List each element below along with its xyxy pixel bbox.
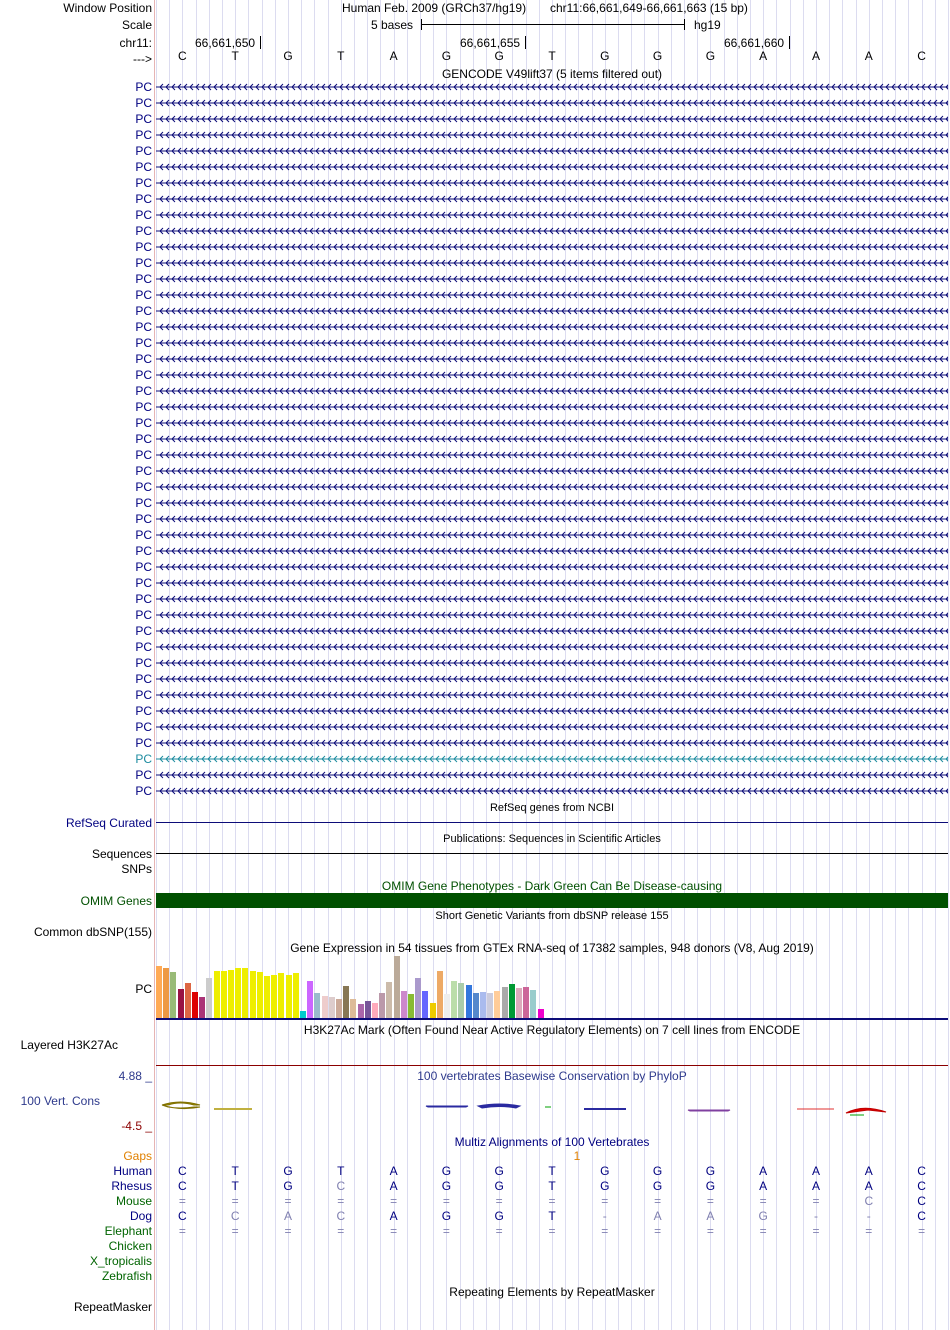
assembly-name: Human Feb. 2009 (GRCh37/hg19) [342, 1, 527, 15]
alignment-base: = [495, 1224, 503, 1238]
scale-bar [421, 24, 684, 25]
sequence-base: A [864, 49, 873, 63]
species-label-dog[interactable]: Dog [129, 1209, 152, 1223]
alignment-base: - [814, 1209, 818, 1223]
gtex-tissue-bar[interactable] [466, 985, 472, 1018]
alignment-base: A [389, 1209, 398, 1223]
gtex-tissue-bar[interactable] [336, 999, 342, 1018]
publications-line[interactable] [156, 853, 948, 854]
gencode-item-label[interactable]: PC [135, 688, 152, 702]
alignment-base: - [866, 1209, 871, 1223]
alignment-base: = [284, 1194, 292, 1208]
gtex-tissue-bar[interactable] [221, 971, 227, 1018]
alignment-base: = [442, 1194, 450, 1208]
alignment-base: C [917, 1194, 926, 1208]
repeatmasker-track-label[interactable]: RepeatMasker [73, 1300, 152, 1314]
sequence-base: T [548, 49, 556, 63]
gtex-track-label[interactable]: PC [135, 982, 152, 996]
gencode-transcript[interactable] [156, 144, 948, 158]
sequence-base: G [441, 49, 452, 63]
database-name: hg19 [694, 18, 721, 32]
gencode-transcript[interactable] [156, 128, 948, 142]
gencode-transcript[interactable] [156, 416, 948, 430]
gtex-tissue-bar[interactable] [401, 991, 407, 1018]
dbsnp-track-title: Short Genetic Variants from dbSNP release 155 [435, 910, 669, 922]
gencode-item-label[interactable]: PC [135, 112, 152, 126]
gtex-tissue-bar[interactable] [480, 992, 486, 1018]
gencode-item-label[interactable]: PC [135, 224, 152, 238]
ruler-tick [525, 36, 526, 49]
ruler-tick [789, 36, 790, 49]
species-label-x_tropicalis[interactable]: X_tropicalis [89, 1254, 152, 1268]
h3k27ac-track-title: H3K27Ac Mark (Often Found Near Active Regulatory Elements) on 7 cell lines from ENCODE [303, 1023, 801, 1037]
alignment-base: = [442, 1224, 450, 1238]
gtex-tissue-bar[interactable] [350, 999, 356, 1018]
sequence-base: T [231, 49, 239, 63]
gtex-tissue-bar[interactable] [156, 966, 162, 1018]
multiz-track-title: Multiz Alignments of 100 Vertebrates [454, 1135, 650, 1149]
strand-label: ---> [133, 52, 152, 66]
gencode-item-label[interactable]: PC [135, 352, 152, 366]
gencode-item-label[interactable]: PC [135, 448, 152, 462]
gencode-item-label[interactable]: PC [135, 368, 152, 382]
alignment-base: G [758, 1209, 768, 1223]
alignment-base: C [336, 1179, 346, 1193]
scale-label: Scale [121, 18, 152, 32]
window-position-text: chr11:66,661,649-66,661,663 (15 bp) [550, 1, 748, 15]
alignment-base: G [494, 1179, 504, 1193]
gencode-item-label[interactable]: PC [135, 752, 152, 766]
species-label-rhesus[interactable]: Rhesus [111, 1179, 152, 1193]
gtex-tissue-bar[interactable] [264, 976, 270, 1018]
gtex-tissue-bar[interactable] [394, 956, 400, 1018]
gencode-transcript[interactable] [156, 624, 948, 638]
gencode-transcript[interactable] [156, 784, 948, 798]
sequence-base: A [389, 49, 398, 63]
alignment-base: G [283, 1179, 293, 1193]
gtex-tissue-bar[interactable] [257, 972, 263, 1018]
gencode-transcript[interactable] [156, 400, 948, 414]
alignment-base: = [601, 1224, 609, 1238]
gtex-tissue-bar[interactable] [271, 975, 277, 1018]
gencode-item-label[interactable]: PC [135, 144, 152, 158]
gencode-transcript[interactable] [156, 240, 948, 254]
alignment-base: G [705, 1179, 716, 1193]
gencode-item-label[interactable]: PC [135, 528, 152, 542]
gtex-tissue-bar[interactable] [437, 971, 443, 1018]
gencode-transcript[interactable] [156, 544, 948, 558]
gtex-tissue-bar[interactable] [386, 982, 392, 1018]
gencode-transcript[interactable] [156, 224, 948, 238]
gtex-baseline [156, 1018, 948, 1020]
alignment-base: A [283, 1209, 293, 1223]
gencode-transcript[interactable] [156, 656, 948, 670]
alignment-base: C [336, 1209, 346, 1223]
alignment-base: C [917, 1164, 926, 1178]
gtex-tissue-bar[interactable] [365, 1001, 371, 1018]
alignment-base: = [601, 1194, 609, 1208]
gencode-item-label[interactable]: PC [135, 432, 152, 446]
gtex-tissue-bar[interactable] [242, 968, 248, 1018]
gencode-track-title: GENCODE V49lift37 (5 items filtered out) [441, 67, 663, 81]
alignment-base: C [864, 1194, 874, 1208]
gencode-item-label[interactable]: PC [135, 704, 152, 718]
gencode-item-label[interactable]: PC [135, 640, 152, 654]
gencode-item-label[interactable]: PC [135, 320, 152, 334]
gtex-tissue-bar[interactable] [343, 986, 349, 1018]
gtex-tissue-bar[interactable] [163, 968, 169, 1018]
alignment-base: = [706, 1194, 714, 1208]
h3k27ac-signal-line[interactable] [156, 1065, 948, 1066]
sequence-base: C [917, 49, 926, 63]
alignment-base: = [337, 1194, 345, 1208]
gencode-item-label[interactable]: PC [135, 720, 152, 734]
alignment-base: C [178, 1164, 187, 1178]
gencode-transcript[interactable] [156, 80, 948, 94]
sequence-base: G [652, 49, 663, 63]
gencode-transcript[interactable] [156, 288, 948, 302]
gencode-transcript[interactable] [156, 704, 948, 718]
alignment-base: = [495, 1194, 503, 1208]
alignment-base: T [337, 1164, 345, 1178]
gencode-item-label[interactable]: PC [135, 592, 152, 606]
gencode-transcript[interactable] [156, 176, 948, 190]
dbsnp-track-label[interactable]: Common dbSNP(155) [33, 925, 152, 939]
gencode-item-label[interactable]: PC [135, 384, 152, 398]
gencode-transcript[interactable] [156, 592, 948, 606]
omim-track-title: OMIM Gene Phenotypes - Dark Green Can Be Disease-causing [381, 879, 723, 893]
gencode-transcript[interactable] [156, 256, 948, 270]
gencode-transcript[interactable] [156, 352, 948, 366]
gtex-tissue-bar[interactable] [300, 1011, 306, 1018]
species-label-human[interactable]: Human [113, 1164, 152, 1178]
alignment-base: G [705, 1164, 716, 1178]
sequence-base: G [494, 49, 504, 63]
alignment-base: = [654, 1194, 662, 1208]
gtex-tissue-bar[interactable] [278, 973, 284, 1018]
alignment-base: G [283, 1164, 293, 1178]
gtex-tissue-bar[interactable] [192, 992, 198, 1018]
gtex-tissue-bar[interactable] [372, 1003, 378, 1018]
species-label-elephant[interactable]: Elephant [104, 1224, 152, 1238]
alignment-base: G [494, 1209, 504, 1223]
scale-bar-right-cap [684, 19, 685, 30]
gencode-item-label[interactable]: PC [135, 560, 152, 574]
gtex-tissue-bar[interactable] [170, 972, 176, 1018]
omim-track-label[interactable]: OMIM Genes [80, 894, 152, 908]
gtex-tissue-bar[interactable] [329, 997, 335, 1018]
chromosome-label: chr11: [119, 36, 152, 50]
gtex-tissue-bar[interactable] [530, 990, 536, 1018]
refseq-track-label[interactable]: RefSeq Curated [65, 816, 152, 830]
gtex-tissue-bar[interactable] [494, 991, 500, 1018]
alignment-base: G [652, 1164, 663, 1178]
gtex-tissue-bar[interactable] [473, 993, 479, 1018]
alignment-base: A [706, 1209, 715, 1223]
conservation-track-title: 100 vertebrates Basewise Conservation by PhyloP [417, 1069, 687, 1083]
species-label-zebrafish[interactable]: Zebrafish [101, 1269, 152, 1283]
gencode-item-label[interactable]: PC [135, 176, 152, 190]
gencode-transcript[interactable] [156, 560, 948, 574]
gencode-item-label[interactable]: PC [135, 288, 152, 302]
alignment-base: C [917, 1209, 926, 1223]
alignment-base: A [864, 1164, 873, 1178]
alignment-base: A [389, 1164, 398, 1178]
alignment-base: = [759, 1194, 767, 1208]
gtex-tissue-bar[interactable] [430, 1003, 436, 1018]
gtex-tissue-bar[interactable] [422, 991, 428, 1018]
gtex-tissue-bar[interactable] [307, 981, 313, 1018]
alignment-base: C [178, 1209, 187, 1223]
alignment-base: G [441, 1209, 452, 1223]
alignment-base: C [230, 1209, 240, 1223]
gencode-item-label[interactable]: PC [135, 400, 152, 414]
alignment-base: T [231, 1179, 239, 1193]
gencode-item-label[interactable]: PC [135, 160, 152, 174]
gencode-item-label[interactable]: PC [135, 336, 152, 350]
gencode-transcript[interactable] [156, 768, 948, 782]
gencode-item-label[interactable]: PC [135, 480, 152, 494]
gencode-item-label[interactable]: PC [135, 496, 152, 510]
gencode-transcript[interactable] [156, 160, 948, 174]
alignment-base: = [654, 1224, 662, 1238]
sequence-base: A [759, 49, 768, 63]
gtex-tissue-bar[interactable] [538, 1009, 544, 1018]
gencode-transcript[interactable] [156, 272, 948, 286]
gap-count-marker: 1 [573, 1149, 581, 1163]
alignment-base: = [390, 1194, 398, 1208]
gencode-transcript[interactable] [156, 480, 948, 494]
gencode-transcript[interactable] [156, 608, 948, 622]
gencode-item-label[interactable]: PC [135, 656, 152, 670]
alignment-base: = [390, 1224, 398, 1238]
cons-min-label: -4.5 _ [121, 1119, 152, 1133]
gridline [948, 0, 949, 1330]
alignment-base: = [865, 1224, 873, 1238]
species-label-mouse[interactable]: Mouse [115, 1194, 152, 1208]
publications-track-title: Publications: Sequences in Scientific Articles [443, 833, 661, 845]
alignment-base: = [812, 1194, 820, 1208]
gencode-transcript[interactable] [156, 448, 948, 462]
alignment-base: = [337, 1224, 345, 1238]
gencode-transcript[interactable] [156, 432, 948, 446]
sequence-base: A [811, 49, 821, 63]
gtex-tissue-bar[interactable] [516, 988, 522, 1018]
gtex-tissue-bar[interactable] [408, 994, 414, 1018]
sequence-base: T [337, 49, 345, 63]
gaps-label[interactable]: Gaps [123, 1149, 152, 1163]
gtex-tissue-bar[interactable] [235, 968, 241, 1018]
gencode-transcript[interactable] [156, 688, 948, 702]
gtex-tissue-bar[interactable] [185, 983, 191, 1018]
alignment-base: G [494, 1164, 504, 1178]
gencode-item-label[interactable]: PC [135, 208, 152, 222]
gencode-transcript[interactable] [156, 464, 948, 478]
gencode-item-label[interactable]: PC [135, 192, 152, 206]
gencode-item-label[interactable]: PC [135, 256, 152, 270]
gencode-transcript[interactable] [156, 576, 948, 590]
gencode-transcript[interactable] [156, 512, 948, 526]
gtex-tissue-bar[interactable] [228, 970, 234, 1018]
alignment-base: A [759, 1164, 768, 1178]
alignment-base: C [178, 1179, 187, 1193]
gtex-tissue-bar[interactable] [523, 987, 529, 1018]
sequence-base: G [283, 49, 293, 63]
gencode-item-label[interactable]: PC [135, 544, 152, 558]
omim-gene-bar[interactable] [156, 893, 948, 908]
gtex-tissue-bar[interactable] [293, 973, 299, 1018]
gencode-transcript[interactable] [156, 96, 948, 110]
alignment-base: A [864, 1179, 873, 1193]
alignment-base: = [178, 1194, 186, 1208]
gencode-item-label[interactable]: PC [135, 96, 152, 110]
alignment-base: A [759, 1179, 768, 1193]
ruler-tick-label: 66,661,650 [195, 36, 256, 50]
gencode-transcript[interactable] [156, 320, 948, 334]
gtex-tissue-bar[interactable] [206, 978, 212, 1018]
alignment-base: - [602, 1209, 607, 1223]
gtex-tissue-bar[interactable] [322, 996, 328, 1018]
alignment-base: = [759, 1224, 767, 1238]
gtex-tissue-bar[interactable] [178, 989, 184, 1018]
gtex-tissue-bar[interactable] [502, 987, 508, 1018]
gencode-transcript[interactable] [156, 304, 948, 318]
gencode-item-label[interactable]: PC [135, 624, 152, 638]
gtex-tissue-bar[interactable] [199, 997, 205, 1018]
gtex-tissue-bar[interactable] [509, 984, 515, 1018]
gtex-expression-bars[interactable] [156, 956, 548, 1018]
gencode-transcript[interactable] [156, 384, 948, 398]
ruler-tick-label: 66,661,655 [460, 36, 521, 50]
alignment-base: G [600, 1164, 610, 1178]
refseq-gene-line[interactable] [156, 822, 948, 823]
gencode-transcript[interactable] [156, 336, 948, 350]
window-position-label: Window Position [63, 1, 152, 15]
conservation-track-label[interactable]: 100 Vert. Cons [20, 1094, 100, 1108]
gencode-item-label[interactable]: PC [135, 464, 152, 478]
alignment-base: C [917, 1179, 926, 1193]
gencode-transcript[interactable] [156, 672, 948, 686]
conservation-wiggle[interactable] [156, 1096, 948, 1118]
sequence-base: G [600, 49, 610, 63]
gtex-tissue-bar[interactable] [358, 1004, 364, 1018]
gtex-tissue-bar[interactable] [314, 993, 320, 1018]
gtex-tissue-bar[interactable] [250, 971, 256, 1018]
alignment-base: G [652, 1179, 663, 1193]
refseq-track-title: RefSeq genes from NCBI [489, 802, 615, 814]
alignment-base: = [706, 1224, 714, 1238]
alignment-base: A [811, 1179, 821, 1193]
alignment-base: = [284, 1224, 292, 1238]
alignment-base: A [653, 1209, 662, 1223]
gencode-transcript[interactable] [156, 368, 948, 382]
gencode-item-label[interactable]: PC [135, 672, 152, 686]
alignment-base: T [548, 1209, 556, 1223]
ruler-tick [260, 36, 261, 49]
gencode-item-label[interactable]: PC [135, 240, 152, 254]
alignment-base: = [918, 1224, 926, 1238]
sequence-base: C [178, 49, 187, 63]
gencode-item-label[interactable]: PC [135, 128, 152, 142]
gencode-item-label[interactable]: PC [135, 80, 152, 94]
gencode-transcript[interactable] [156, 208, 948, 222]
gencode-transcript[interactable] [156, 720, 948, 734]
gencode-item-label[interactable]: PC [135, 576, 152, 590]
alignment-base: = [548, 1224, 556, 1238]
alignment-base: G [441, 1179, 452, 1193]
sequence-base: G [705, 49, 716, 63]
gtex-tissue-bar[interactable] [214, 971, 220, 1018]
gtex-tissue-bar[interactable] [451, 981, 457, 1018]
cons-max-label: 4.88 _ [118, 1069, 152, 1083]
sequences-track-label[interactable]: Sequences [91, 847, 152, 861]
alignment-base: T [231, 1164, 239, 1178]
gencode-transcript[interactable] [156, 496, 948, 510]
gtex-tissue-bar[interactable] [415, 978, 421, 1018]
alignment-base: = [812, 1224, 820, 1238]
gtex-track-title: Gene Expression in 54 tissues from GTEx RNA-seq of 17382 samples, 948 donors (V8, Aug 2019) [290, 941, 814, 955]
scale-text: 5 bases [371, 18, 414, 32]
label-column-divider [154, 0, 155, 1330]
repeatmasker-track-title: Repeating Elements by RepeatMasker [449, 1285, 655, 1299]
gtex-tissue-bar[interactable] [458, 983, 464, 1018]
alignment-base: G [441, 1164, 452, 1178]
gtex-tissue-bar[interactable] [379, 993, 385, 1018]
gencode-item-label[interactable]: PC [135, 512, 152, 526]
gencode-transcript[interactable] [156, 752, 948, 766]
gencode-item-label[interactable]: PC [135, 784, 152, 798]
species-label-chicken[interactable]: Chicken [108, 1239, 152, 1253]
gencode-transcript[interactable] [156, 640, 948, 654]
alignment-base: A [811, 1164, 821, 1178]
gencode-transcript[interactable] [156, 112, 948, 126]
h3k27ac-track-label[interactable]: Layered H3K27Ac [20, 1038, 118, 1052]
ruler-tick-label: 66,661,660 [724, 36, 785, 50]
alignment-base: = [178, 1224, 186, 1238]
gtex-tissue-bar[interactable] [487, 993, 493, 1018]
gencode-transcript[interactable] [156, 736, 948, 750]
alignment-base: T [548, 1164, 556, 1178]
alignment-base: = [548, 1194, 556, 1208]
alignment-base: = [231, 1224, 239, 1238]
gencode-item-label[interactable]: PC [135, 304, 152, 318]
gencode-item-label[interactable]: PC [135, 608, 152, 622]
alignment-base: G [600, 1179, 610, 1193]
gencode-transcript[interactable] [156, 192, 948, 206]
alignment-base: T [548, 1179, 556, 1193]
gencode-item-label[interactable]: PC [135, 736, 152, 750]
gtex-tissue-bar[interactable] [286, 975, 292, 1018]
alignment-base: = [231, 1194, 239, 1208]
snps-track-label[interactable]: SNPs [121, 862, 152, 876]
scale-bar-left-cap [421, 19, 422, 30]
gencode-item-label[interactable]: PC [135, 272, 152, 286]
gencode-item-label[interactable]: PC [135, 768, 152, 782]
gencode-item-label[interactable]: PC [135, 416, 152, 430]
gtex-tissue-bar[interactable] [444, 994, 450, 1018]
gencode-transcript[interactable] [156, 528, 948, 542]
alignment-base: A [389, 1179, 398, 1193]
